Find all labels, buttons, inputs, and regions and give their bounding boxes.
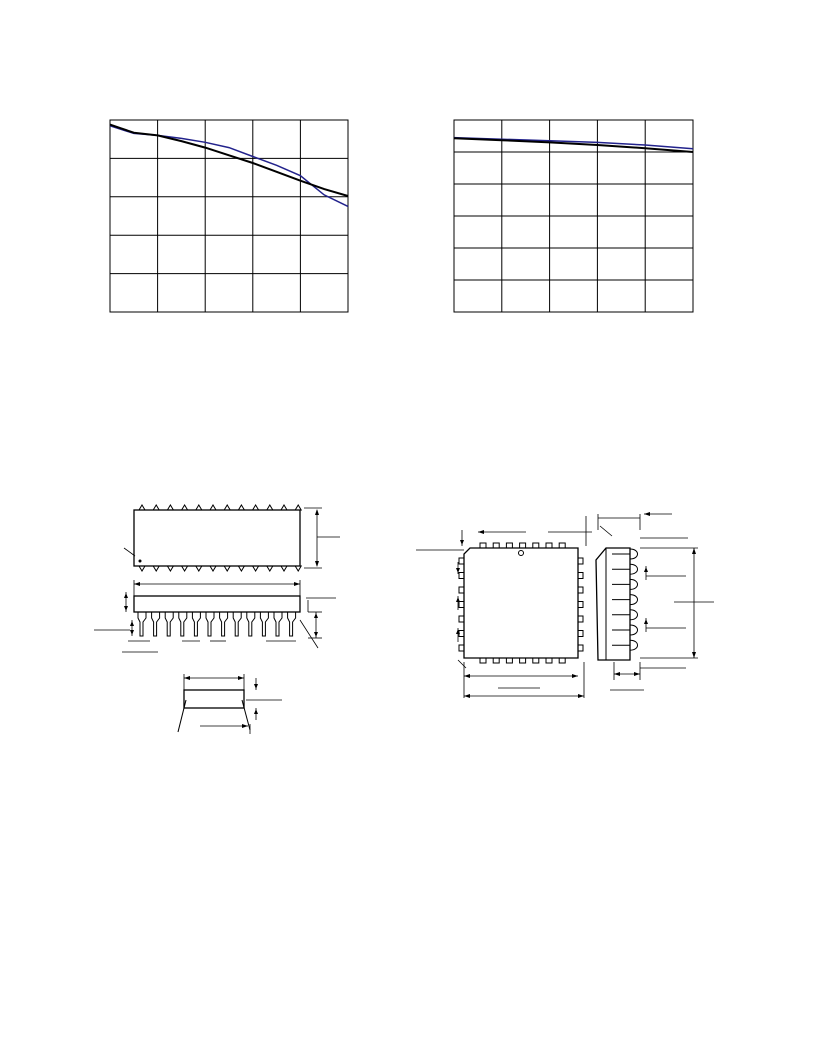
arrow-icon xyxy=(314,632,318,637)
dip-side-lead xyxy=(288,612,296,636)
dip-pin-bottom xyxy=(253,566,259,571)
plcc-lead-top xyxy=(520,543,526,548)
arrow-icon xyxy=(315,509,319,515)
plcc-lead-bottom xyxy=(559,658,565,663)
plcc-lead-right xyxy=(578,558,583,564)
dip-side-view-pins xyxy=(138,612,296,636)
plcc-lead-right xyxy=(578,616,583,622)
arrow-icon xyxy=(634,672,640,676)
dip-pin-top xyxy=(153,505,159,510)
arrow-icon xyxy=(124,606,128,611)
dip-pin-top xyxy=(281,505,287,510)
dip-side-lead xyxy=(274,612,282,636)
chart-series-line-2 xyxy=(110,125,348,196)
plcc-lead-bottom xyxy=(546,658,552,663)
dip-package-drawing xyxy=(94,505,340,734)
dip-side-lead xyxy=(260,612,268,636)
dip-pin-bottom xyxy=(295,566,301,571)
chart-series-line-2 xyxy=(454,138,693,152)
arrow-icon xyxy=(124,593,128,598)
plcc-lead-right xyxy=(578,587,583,593)
dip-side-lead xyxy=(247,612,255,636)
dip-pin-bottom xyxy=(210,566,216,571)
plcc-lead-top xyxy=(533,543,539,548)
dip-side-lead xyxy=(206,612,214,636)
plcc-lead-right xyxy=(578,645,583,651)
plcc-side-view-body xyxy=(596,548,630,660)
dip-pin-top xyxy=(182,505,188,510)
plcc-lead-left xyxy=(459,573,464,579)
arrow-icon xyxy=(456,597,460,602)
dip-pin-bottom xyxy=(238,566,244,571)
plcc-pin1-leader xyxy=(458,660,466,668)
arrow-icon xyxy=(460,540,464,545)
dip-pin-top xyxy=(295,505,301,510)
plcc-lead-bottom xyxy=(533,658,539,663)
dip-side-lead xyxy=(192,612,200,636)
plcc-j-lead xyxy=(630,610,638,620)
arrow-icon xyxy=(464,674,470,678)
plcc-lead-right xyxy=(578,573,583,579)
plcc-lead-left xyxy=(459,616,464,622)
arrow-icon xyxy=(294,582,300,586)
arrow-icon xyxy=(644,567,648,572)
dip-side-lead xyxy=(152,612,160,636)
chart-right-series xyxy=(454,138,693,152)
dip-side-view-body xyxy=(134,596,300,612)
arrow-icon xyxy=(692,548,696,554)
arrow-icon xyxy=(254,684,258,689)
plcc-lead-left xyxy=(459,558,464,564)
dip-pin-bottom xyxy=(153,566,159,571)
plcc-lead-right xyxy=(578,602,583,608)
dip-side-lead xyxy=(179,612,187,636)
arrow-icon xyxy=(478,530,484,534)
dip-side-lead xyxy=(138,612,146,636)
dip-end-lead-left xyxy=(178,700,186,732)
pin1-marker-circle xyxy=(519,551,524,556)
plcc-lead-left xyxy=(459,645,464,651)
arrow-icon xyxy=(578,694,584,698)
arrow-icon xyxy=(130,621,134,626)
plcc-side-leads xyxy=(612,549,638,650)
dip-top-view-body xyxy=(134,510,300,566)
plcc-lead-bottom xyxy=(493,658,499,663)
plcc-lead-bottom xyxy=(480,658,486,663)
plcc-lead-bottom xyxy=(506,658,512,663)
plcc-j-lead xyxy=(630,564,638,574)
arrow-icon xyxy=(130,630,134,635)
chart-left xyxy=(110,120,348,312)
dip-side-lead xyxy=(165,612,173,636)
arrow-icon xyxy=(184,676,190,680)
dip-pin-bottom xyxy=(224,566,230,571)
plcc-lead-left xyxy=(459,602,464,608)
arrow-icon xyxy=(315,561,319,567)
chart-series-line-1 xyxy=(110,126,348,207)
dip-pin-top xyxy=(253,505,259,510)
arrow-icon xyxy=(242,724,248,728)
arrow-icon xyxy=(254,709,258,714)
dip-pin-top xyxy=(238,505,244,510)
arrow-icon xyxy=(572,674,578,678)
plcc-lead-top xyxy=(506,543,512,548)
plcc-j-lead xyxy=(630,549,638,559)
dip-end-view-body xyxy=(184,690,244,708)
plcc-lead-right xyxy=(578,631,583,637)
chart-left-series xyxy=(110,125,348,207)
plcc-lead-bottom xyxy=(520,658,526,663)
plcc-leads xyxy=(459,543,583,663)
arrow-icon xyxy=(464,694,470,698)
plcc-lead-top xyxy=(546,543,552,548)
dip-pin-top xyxy=(139,505,145,510)
dip-pin-top xyxy=(224,505,230,510)
plcc-lead-top xyxy=(559,543,565,548)
dip-pin-bottom xyxy=(281,566,287,571)
plcc-j-lead xyxy=(630,595,638,605)
arrow-icon xyxy=(134,582,140,586)
arrow-icon xyxy=(644,512,650,516)
dip-pin-bottom xyxy=(182,566,188,571)
arrow-icon xyxy=(314,613,318,618)
chart-left-frame xyxy=(110,120,348,312)
plcc-j-lead xyxy=(630,640,638,650)
arrow-icon xyxy=(614,672,620,676)
plcc-package-drawing xyxy=(416,512,714,698)
plcc-lead-top xyxy=(480,543,486,548)
dip-pin-top xyxy=(167,505,173,510)
plcc-top-view-body xyxy=(464,548,578,658)
dip-side-lead xyxy=(220,612,228,636)
plcc-j-lead xyxy=(630,625,638,635)
plcc-lead-left xyxy=(459,587,464,593)
dip-pin-bottom xyxy=(139,566,145,571)
dip-pin-top xyxy=(210,505,216,510)
dip-pin-bottom xyxy=(196,566,202,571)
chart-right xyxy=(454,120,693,312)
plcc-j-lead xyxy=(630,579,638,589)
dip-side-lead xyxy=(233,612,241,636)
arrow-icon xyxy=(692,652,696,658)
dip-pin-top xyxy=(267,505,273,510)
arrow-icon xyxy=(644,619,648,624)
plcc-lead-top xyxy=(493,543,499,548)
dip-pin-top xyxy=(196,505,202,510)
dip-pin-bottom xyxy=(267,566,273,571)
chart-left-grid xyxy=(110,120,348,312)
plcc-side-angle-leader xyxy=(600,526,612,536)
pin1-marker-dot xyxy=(139,560,142,563)
dip-top-view-pins xyxy=(139,505,301,571)
arrow-icon xyxy=(238,676,244,680)
dip-pin-bottom xyxy=(167,566,173,571)
